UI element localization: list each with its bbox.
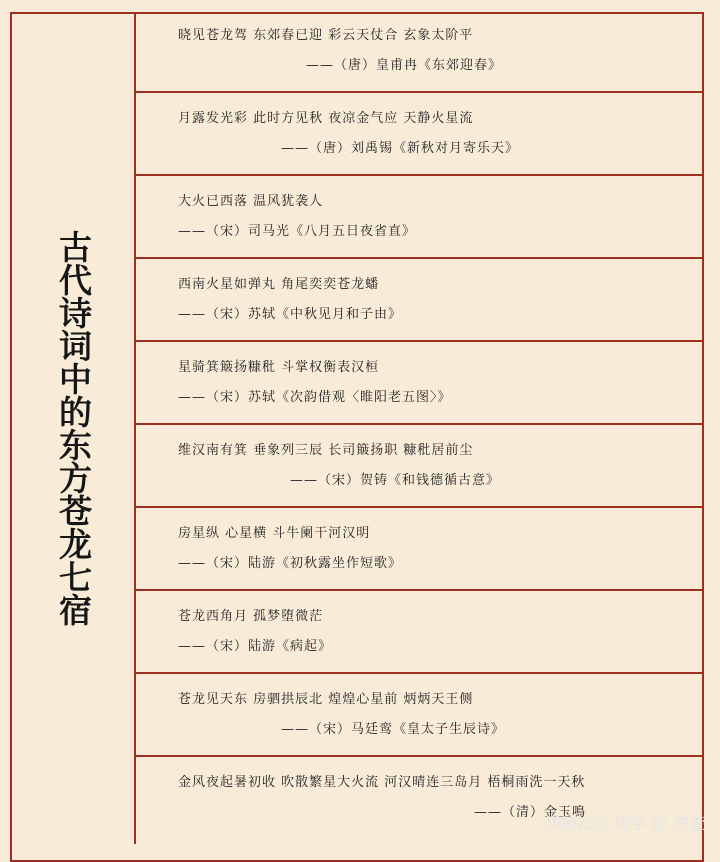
vertical-title: 古代诗词中的东方苍龙七宿: [54, 230, 93, 626]
poem-source: ——（宋）马廷鸾《皇太子生辰诗》: [281, 722, 506, 737]
poem-line: 苍龙西角月 孤梦堕微茫: [178, 609, 324, 624]
poem-source: ——（宋）陆游《初秋露坐作短歌》: [178, 556, 403, 571]
poem-source: ——（清）金玉鳴: [474, 805, 587, 820]
title-column: [12, 12, 136, 844]
poem-list: [136, 12, 704, 844]
poem-source: ——（宋）司马光《八月五日夜省直》: [178, 224, 417, 239]
watermark-text: 知乎 @: [614, 816, 668, 833]
poem-source: ——（宋）苏轼《中秋见月和子由》: [178, 307, 403, 322]
watermark-text: 寒萱: [673, 816, 706, 833]
poem-source: ——（唐）刘禹锡《新秋对月寄乐天》: [281, 141, 520, 156]
poem-row: [136, 178, 704, 259]
poem-source: ——（唐）皇甫冉《东郊迎春》: [306, 58, 503, 73]
poem-row: [136, 261, 704, 342]
poem-line: 大火已西落 温风犹袭人: [178, 194, 324, 209]
poem-row: [136, 12, 704, 93]
watermark-text: 风闻社区: [544, 816, 609, 833]
poem-source: ——（宋）苏轼《次韵借观〈睢阳老五图〉》: [178, 390, 452, 405]
poem-line: 金风夜起暑初收 吹散繁星大火流 河汉晴连三岛月 梧桐雨洗一天秋: [178, 775, 586, 790]
watermark: [542, 816, 706, 834]
poem-line: 房星纵 心星横 斗牛阑干河汉明: [178, 526, 371, 541]
poem-line: 维汉南有箕 垂象列三辰 长司簸扬职 糠秕居前尘: [178, 443, 474, 458]
poem-row: [136, 344, 704, 425]
poem-source: ——（宋）陆游《病起》: [178, 639, 333, 654]
poem-source: ——（宋）贺铸《和钱德循古意》: [290, 473, 501, 488]
poem-row: [136, 510, 704, 591]
poem-row: [136, 427, 704, 508]
poem-line: 西南火星如弹丸 角尾奕奕苍龙蟠: [178, 277, 380, 292]
poem-line: 苍龙见天东 房驷拱辰北 煌煌心星前 炳炳天王侧: [178, 692, 474, 707]
poem-line: 晓见苍龙驾 东郊春已迎 彩云天仗合 玄象太阶平: [178, 28, 474, 43]
poem-line: 星骑箕簸扬糠秕 斗掌权衡表汉桓: [178, 360, 380, 375]
poem-row: [136, 95, 704, 176]
poem-line: 月露发光彩 此时方见秋 夜凉金气应 天静火星流: [178, 111, 474, 126]
poem-row: [136, 676, 704, 757]
poem-row: [136, 593, 704, 674]
